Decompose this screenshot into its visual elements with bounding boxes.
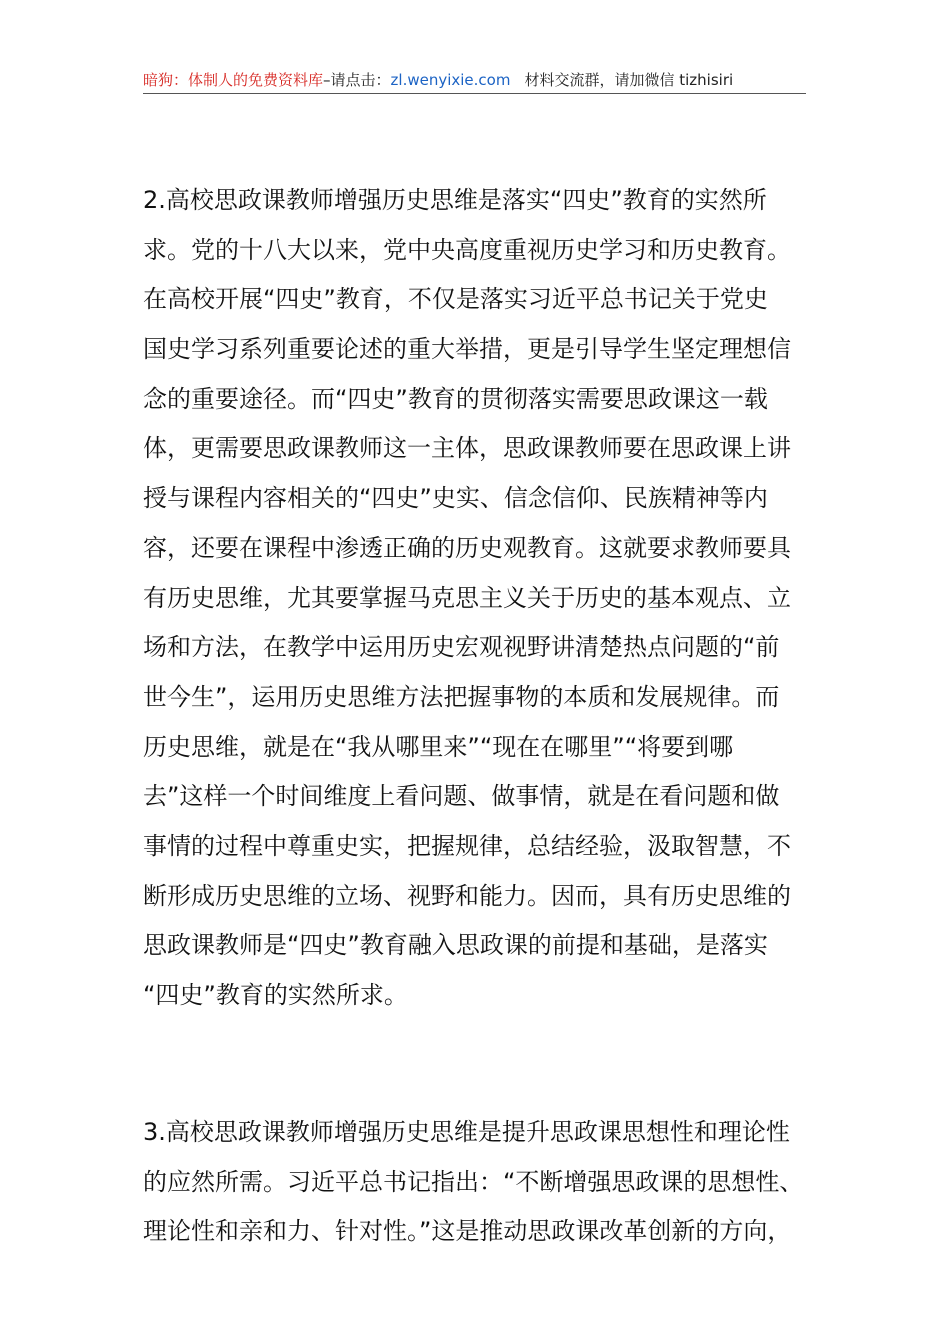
- header-brand: 暗狗：体制人的免费资料库: [143, 71, 324, 89]
- text-line: 有历史思维，尤其要掌握马克思主义关于历史的基本观点、立: [143, 583, 791, 612]
- header-divider: [143, 93, 806, 94]
- text-line: 授与课程内容相关的“四史”史实、信念信仰、民族精神等内: [143, 484, 768, 513]
- header-prompt: –请点击：: [323, 71, 391, 89]
- header-contact: 材料交流群，请加微信 tizhisiri: [524, 71, 734, 89]
- text-line: 3.高校思政课教师增强历史思维是提升思政课思想性和理论性: [143, 1118, 790, 1146]
- text-line: 念的重要途径。而“四史”教育的贯彻落实需要思政课这一载: [143, 384, 768, 413]
- text-line: 世今生”，运用历史思维方法把握事物的本质和发展规律。而: [143, 682, 780, 711]
- text-line: 去”这样一个时间维度上看问题、做事情，就是在看问题和做: [143, 782, 780, 811]
- text-line: 思政课教师是“四史”教育融入思政课的前提和基础，是落实: [143, 931, 768, 960]
- text-line: 断形成历史思维的立场、视野和能力。因而，具有历史思维的: [143, 881, 791, 910]
- text-line: 场和方法，在教学中运用历史宏观视野讲清楚热点问题的“前: [143, 633, 780, 662]
- text-line: 2.高校思政课教师增强历史思维是落实“四史”教育的实然所: [143, 186, 767, 214]
- text-line: 的应然所需。习近平总书记指出：“不断增强思政课的思想性、: [143, 1167, 804, 1196]
- text-line: 容，还要在课程中渗透正确的历史观教育。这就要求教师要具: [143, 533, 791, 562]
- paragraph-2: [143, 176, 811, 1021]
- text-line: 国史学习系列重要论述的重大举措，更是引导学生坚定理想信: [143, 335, 791, 364]
- header-url-link[interactable]: zl.wenyixie.com: [390, 71, 511, 89]
- text-line: 体，更需要思政课教师这一主体，思政课教师要在思政课上讲: [143, 434, 791, 463]
- paragraph-3: [143, 1108, 811, 1257]
- text-line: 历史思维，就是在“我从哪里来”“现在在哪里”“将要到哪: [143, 732, 734, 761]
- text-line: “四史”教育的实然所求。: [143, 981, 408, 1009]
- text-line: 事情的过程中尊重史实，把握规律，总结经验，汲取智慧，不: [143, 831, 791, 860]
- text-line: 理论性和亲和力、针对性。”这是推动思政课改革创新的方向，: [143, 1217, 792, 1246]
- text-line: 求。党的十八大以来，党中央高度重视历史学习和历史教育。: [143, 235, 791, 264]
- page-header: [143, 70, 806, 94]
- text-line: 在高校开展“四史”教育，不仅是落实习近平总书记关于党史: [143, 285, 768, 314]
